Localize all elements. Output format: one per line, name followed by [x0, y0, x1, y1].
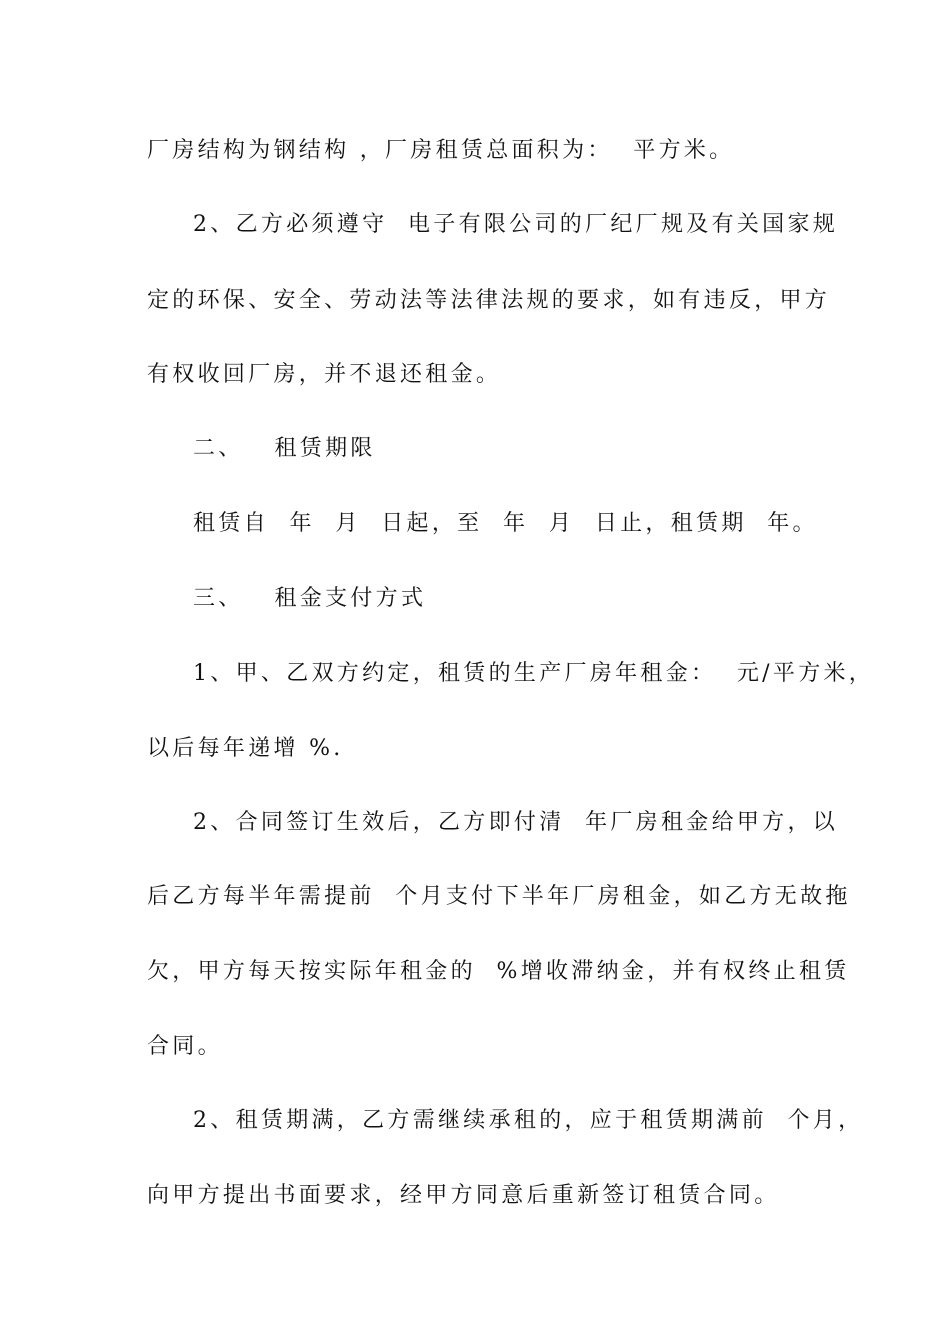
paragraph-line: 合同。 [147, 1034, 223, 1059]
section-heading: 二、 租赁期限 [193, 436, 376, 461]
paragraph-line: 以后每年递增 %. [147, 736, 344, 761]
paragraph-line: 有权收回厂房，并不退还租金。 [147, 362, 502, 387]
paragraph-line: 向甲方提出书面要求，经甲方同意后重新签订租赁合同。 [147, 1183, 780, 1208]
paragraph-line: 定的环保、安全、劳动法等法律法规的要求，如有违反，甲方 [147, 288, 831, 313]
paragraph-line: 2、租赁期满，乙方需继续承租的，应于租赁期满前 个月， [193, 1108, 864, 1133]
paragraph-line: 欠，甲方每天按实际年租金的 %增收滞纳金，并有权终止租赁 [147, 959, 850, 984]
paragraph-line: 厂房结构为钢结构 ，厂房租赁总面积为： 平方米。 [147, 138, 735, 163]
paragraph-line: 后乙方每半年需提前 个月支付下半年厂房租金，如乙方无故拖 [147, 884, 851, 909]
paragraph-line: 2、乙方必须遵守 电子有限公司的厂纪厂规及有关国家规 [193, 212, 839, 237]
paragraph-line: 租赁自 年 月 日起，至 年 月 日止，租赁期 年。 [193, 511, 818, 536]
paragraph-line: 1、甲、乙双方约定，租赁的生产厂房年租金： 元/平方米， [193, 661, 875, 686]
section-heading: 三、 租金支付方式 [193, 586, 427, 611]
paragraph-line: 2、合同签订生效后，乙方即付清 年厂房租金给甲方，以 [193, 810, 839, 835]
